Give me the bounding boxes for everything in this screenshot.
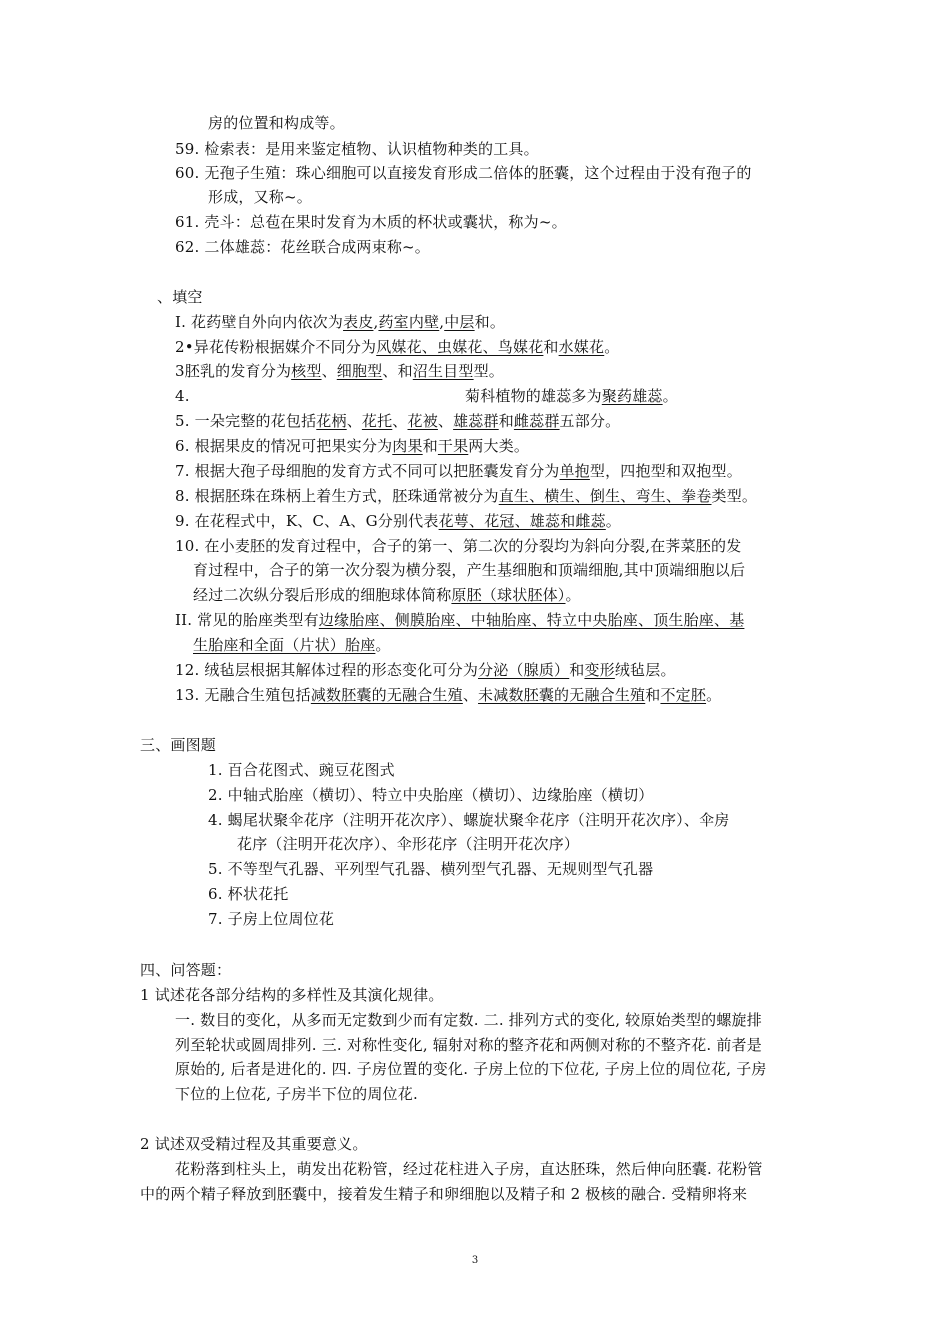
glossary-58-continuation: 房的位置和构成等。 (208, 114, 345, 132)
fill-question-6: 6. 根据果皮的情况可把果实分为肉果和干果两大类。 (175, 437, 530, 455)
drawing-item-6: 6. 杯状花托 (208, 885, 289, 903)
qa-answer-1-line-2: 列至轮状或圆周排列. 三. 对称性变化, 辐射对称的整齐花和两侧对称的不整齐花. 前者是 (175, 1036, 762, 1054)
qa-answer-2-line-1: 花粉落到柱头上，萌发出花粉管，经过花柱进入子房，直达胚珠，然后伸向胚囊. 花粉管 (175, 1160, 763, 1178)
fill-question-5: 5. 一朵完整的花包括花柄、花托、花被、雄蕊群和雌蕊群五部分。 (175, 412, 621, 430)
section-heading-drawing: 三、画图题 (140, 736, 217, 754)
fill-question-11-line-1: II. 常见的胎座类型有边缘胎座、侧膜胎座、中轴胎座、特立中央胎座、顶生胎座、基 (175, 611, 745, 629)
glossary-62: 62. 二体雄蕊：花丝联合成两束称~。 (175, 238, 430, 256)
section-heading-fill: 、填空 (157, 288, 203, 306)
qa-question-2: 2 试述双受精过程及其重要意义。 (140, 1135, 368, 1153)
fill-question-4: 菊科植物的雄蕊多为聚药雄蕊。 (465, 387, 678, 405)
fill-question-10-line-3: 经过二次纵分裂后形成的细胞球体简称原胚（球状胚体）。 (193, 586, 581, 604)
qa-question-1: 1 试述花各部分结构的多样性及其演化规律。 (140, 986, 444, 1004)
fill-question-4-number: 4. (175, 387, 190, 405)
glossary-60-line-1: 60. 无孢子生殖：珠心细胞可以直接发育形成二倍体的胚囊，这个过程由于没有孢子的 (175, 164, 752, 182)
drawing-item-4-line-1: 4. 蝎尾状聚伞花序（注明开花次序）、螺旋状聚伞花序（注明开花次序）、伞房 (208, 811, 730, 829)
drawing-item-7: 7. 子房上位周位花 (208, 910, 335, 928)
fill-question-3: 3胚乳的发育分为核型、细胞型、和沼生目型型。 (175, 362, 504, 380)
qa-answer-2-line-2: 中的两个精子释放到胚囊中，接着发生精子和卵细胞以及精子和 2 极核的融合. 受精卵将来 (140, 1185, 748, 1203)
fill-question-7: 7. 根据大孢子母细胞的发育方式不同可以把胚囊发育分为单抱型，四抱型和双抱型。 (175, 462, 742, 480)
fill-question-11-line-2: 生胎座和全面（片状）胎座。 (193, 636, 391, 654)
glossary-59: 59. 检索表：是用来鉴定植物、认识植物种类的工具。 (175, 140, 539, 158)
qa-answer-1-line-3: 原始的, 后者是进化的. 四. 子房位置的变化. 子房上位的下位花, 子房上位的周位花, 子房 (175, 1060, 767, 1078)
drawing-item-4-line-2: 花序（注明开花次序）、伞形花序（注明开花次序） (237, 835, 580, 853)
glossary-60-line-2: 形成，又称~。 (208, 188, 312, 206)
page-number: 3 (471, 1255, 479, 1266)
fill-question-9: 9. 在花程式中，K、C、A、G分别代表花萼、花冠、雄蕊和雌蕊。 (175, 512, 621, 530)
section-heading-qa: 四、问答题： (140, 961, 232, 979)
drawing-item-2: 2. 中轴式胎座（横切）、特立中央胎座（横切）、边缘胎座（横切） (208, 786, 654, 804)
qa-answer-1-line-4: 下位的上位花, 子房半下位的周位花. (175, 1085, 418, 1103)
fill-question-1: I. 花药壁自外向内依次为表皮,药室内壁,中层和。 (175, 313, 506, 331)
fill-question-10-line-2: 育过程中，合子的第一次分裂为横分裂，产生基细胞和顶端细胞,其中顶端细胞以后 (193, 561, 746, 579)
fill-question-10-line-1: 10. 在小麦胚的发育过程中，合子的第一、第二次的分裂均为斜向分裂,在荠菜胚的发 (175, 537, 742, 555)
drawing-item-5: 5. 不等型气孔器、平列型气孔器、横列型气孔器、无规则型气孔器 (208, 860, 654, 878)
qa-answer-1-line-1: 一. 数目的变化，从多而无定数到少而有定数. 二. 排列方式的变化, 较原始类型的螺旋排 (175, 1011, 762, 1029)
fill-question-13: 13. 无融合生殖包括减数胚囊的无融合生殖、未减数胚囊的无融合生殖和不定胚。 (175, 686, 722, 704)
fill-question-2: 2•异花传粉根据媒介不同分为风媒花、虫媒花、鸟媒花和水媒花。 (175, 338, 620, 356)
drawing-item-1: 1. 百合花图式、豌豆花图式 (208, 761, 395, 779)
fill-question-12: 12. 绒毡层根据其解体过程的形态变化可分为分泌（腺质）和变形绒毡层。 (175, 661, 676, 679)
glossary-61: 61. 壳斗：总苞在果时发育为木质的杯状或囊状，称为~。 (175, 213, 567, 231)
fill-question-8: 8. 根据胚珠在珠柄上着生方式，胚珠通常被分为直生、横生、倒生、弯生、拳卷类型。 (175, 487, 758, 505)
